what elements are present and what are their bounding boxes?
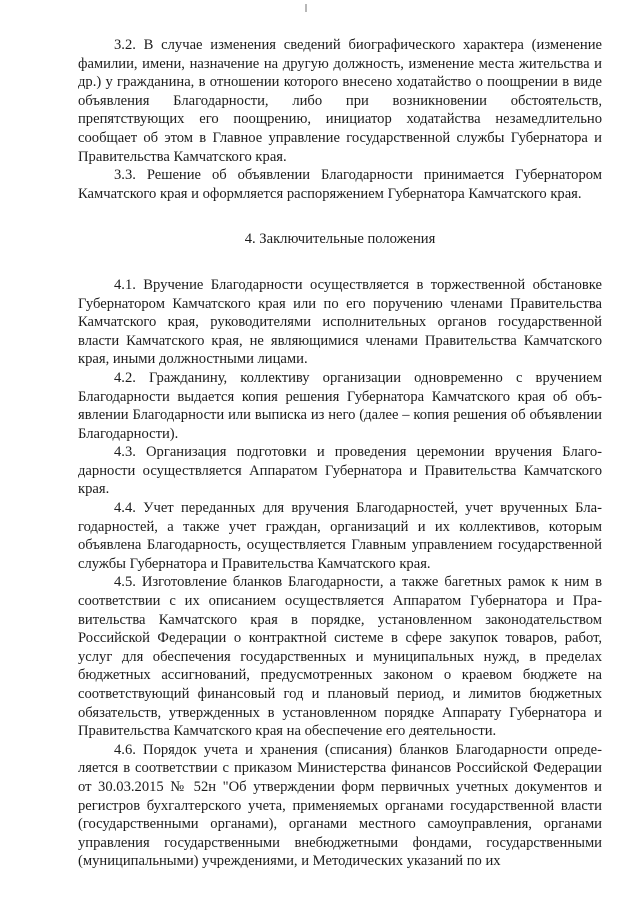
paragraph-4-1: 4.1. Вручение Благодарности осуществляется в торжественной обстановке Губернатором Камчатского края или по его поручению членами Правительства Камчатского края, руководителями исполнительных органов государственной власти Камчатского края, не являющимися членами Правительства Камчатского края, иными должностными лицами.	[78, 276, 602, 368]
document-body	[78, 36, 602, 871]
paragraph-4-2: 4.2. Гражданину, коллективу организации одновременно с вручением Благодарности выдается копия решения Губернатора Камчатского края об объявлении Благодарности или выписка из него (далее – копия решения об объявлении Благодарности).	[78, 369, 602, 442]
paragraph-4-4: 4.4. Учет переданных для вручения Благодарностей, учет врученных Благодарностей, а также учет граждан, организаций и их коллективов, которым объявлена Благодарность, осуществляется Главным управлением государственной службы Губернатора и Правительства Камчатского края.	[78, 500, 602, 572]
paragraph-3-3: 3.3. Решение об объявлении Благодарности принимается Губернатором Камчатского края и оформляется распоряжением Губернатора Камчатского края.	[78, 167, 602, 202]
section-heading: 4. Заключительные положения	[244, 231, 436, 248]
paragraph-4-5: 4.5. Изготовление бланков Благодарности, а также багетных рамок к ним в соответствии с их описанием осуществляется Аппаратом Губернатора и Правительства Камчатского края в порядке, установленном законодательством Российской Федерации о контрактной системе в сфере закупок товаров, работ, услуг для обеспечения государственных и муниципальных нужд, в пределах бюджетных ассигнований, предусмотренных законом о краевом бюджете на соответствующий финансовый год и плановый период, и лимитов бюджетных обязательств, утвержденных в установленном порядке Аппарату Губернатора и Правительства Камчатского края на обеспечение его деятельности.	[78, 574, 602, 740]
scan-mark	[305, 4, 307, 12]
paragraph-4-3: 4.3. Организация подготовки и проведения церемонии вручения Благодарности осуществляется Аппаратом Губернатора и Правительства Камчатского края.	[78, 444, 602, 498]
paragraph-3-2: 3.2. В случае изменения сведений биографического характера (изменение фамилии, имени, назначение на другую должность, изменение места жительства и др.) у гражданина, в отношении которого внесено ходатайство о поощрении в виде объявления Благодарности, либо при возникновении обстоятельств, препятствующих его поощрению, инициатор ходатайства незамедлительно сообщает об этом в Главное управление государственной службы Губернатора и Правительства Камчатского края.	[78, 37, 602, 165]
paragraph-4-6: 4.6. Порядок учета и хранения (списания) бланков Благодарности определяется в соответствии с приказом Министерства финансов Российской Федерации от 30.03.2015 № 52н "Об утверждении форм первичных учетных документов и регистров бухгалтерского учета, применяемых органами государственной власти (государственными органами), органами местного самоуправления, органами управления государственными внебюджетными фондами, государственными (муниципальными) учреждениями, и Методических указаний по их	[78, 741, 602, 870]
